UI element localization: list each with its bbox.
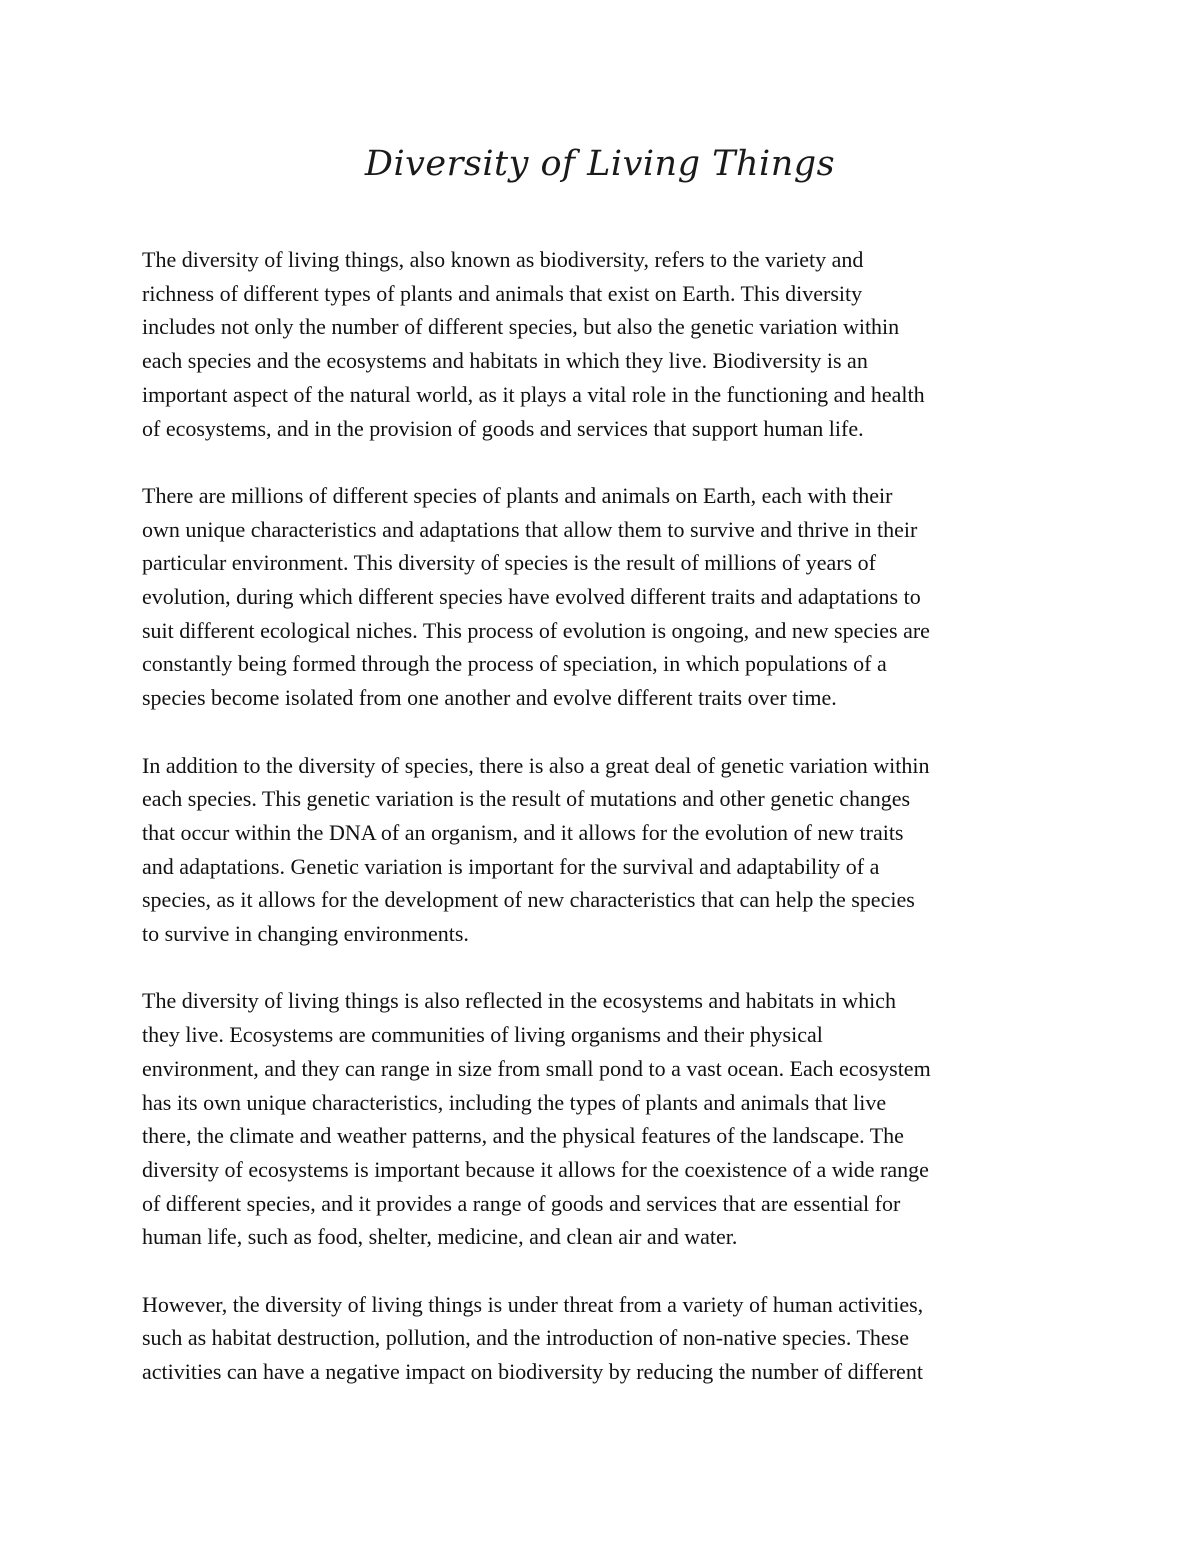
paragraph-line: environment, and they can range in size from small pond to a vast ocean. Each ecosystem — [142, 1055, 931, 1081]
paragraph-line: species become isolated from one another and evolve different traits over time. — [142, 685, 837, 711]
paragraph-line: suit different ecological niches. This process of evolution is ongoing, and new species are — [142, 617, 930, 643]
paragraph-line: that occur within the DNA of an organism, and it allows for the evolution of new traits — [142, 819, 904, 845]
paragraph-5 — [142, 1288, 1060, 1389]
paragraph-line: and adaptations. Genetic variation is important for the survival and adaptability of a — [142, 853, 880, 879]
paragraph-line: evolution, during which different species have evolved different traits and adaptations to — [142, 584, 921, 610]
paragraph-line: of ecosystems, and in the provision of goods and services that support human life. — [142, 415, 864, 441]
paragraph-line: The diversity of living things is also reflected in the ecosystems and habitats in which — [142, 988, 896, 1014]
paragraph-line: each species. This genetic variation is the result of mutations and other genetic changes — [142, 786, 911, 812]
paragraph-line: important aspect of the natural world, as it plays a vital role in the functioning and health — [142, 381, 925, 407]
paragraph-line: each species and the ecosystems and habitats in which they live. Biodiversity is an — [142, 348, 868, 374]
paragraph-line: of different species, and it provides a range of goods and services that are essential for — [142, 1190, 901, 1216]
paragraph-line: particular environment. This diversity of species is the result of millions of years of — [142, 550, 876, 576]
paragraph-line: The diversity of living things, also known as biodiversity, refers to the variety and — [142, 247, 864, 272]
paragraph-line: has its own unique characteristics, including the types of plants and animals that live — [142, 1089, 887, 1115]
paragraph-line: such as habitat destruction, pollution, and the introduction of non-native species. These — [142, 1325, 909, 1351]
paragraph-line: constantly being formed through the process of speciation, in which populations of a — [142, 651, 887, 677]
paragraph-4 — [142, 984, 1060, 1254]
document-body — [142, 243, 1060, 1423]
paragraph-line: In addition to the diversity of species, there is also a great deal of genetic variation within — [142, 752, 930, 778]
paragraph-line: there, the climate and weather patterns, and the physical features of the landscape. The — [142, 1123, 904, 1149]
paragraph-line: human life, such as food, shelter, medicine, and clean air and water. — [142, 1224, 738, 1250]
paragraph-line: own unique characteristics and adaptations that allow them to survive and thrive in their — [142, 516, 918, 542]
paragraph-line: activities can have a negative impact on biodiversity by reducing the number of different — [142, 1359, 923, 1385]
document-title: Diversity of Living Things — [364, 144, 836, 184]
paragraph-3 — [142, 749, 1060, 951]
paragraph-2 — [142, 479, 1060, 715]
paragraph-line: richness of different types of plants and animals that exist on Earth. This diversity — [142, 280, 863, 306]
paragraph-line: to survive in changing environments. — [142, 921, 469, 947]
paragraph-1 — [142, 243, 1060, 445]
paragraph-line: includes not only the number of different species, but also the genetic variation within — [142, 314, 900, 340]
paragraph-line: species, as it allows for the development of new characteristics that can help the species — [142, 887, 915, 913]
paragraph-line: There are millions of different species of plants and animals on Earth, each with their — [142, 482, 893, 508]
paragraph-line: they live. Ecosystems are communities of living organisms and their physical — [142, 1022, 823, 1048]
paragraph-line: diversity of ecosystems is important because it allows for the coexistence of a wide range — [142, 1156, 929, 1182]
paragraph-line: However, the diversity of living things is under threat from a variety of human activities, — [142, 1291, 924, 1317]
